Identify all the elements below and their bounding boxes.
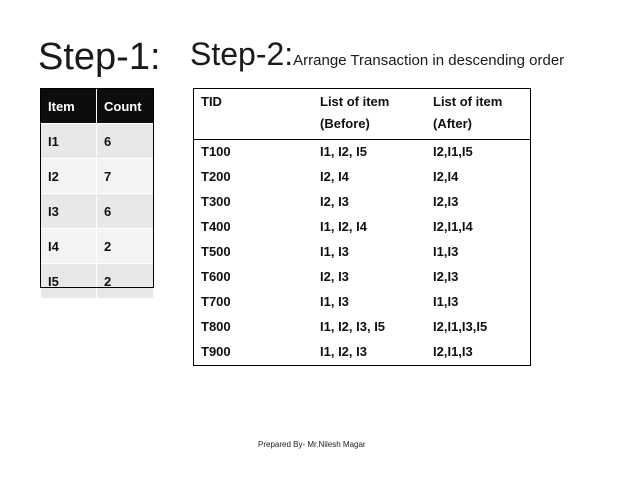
tid-cell: T200: [201, 169, 231, 184]
item-cell: I1: [41, 124, 97, 159]
step1-title: Step-1:: [38, 36, 161, 78]
before-cell: I1, I2, I5: [320, 144, 367, 159]
header-item: Item: [41, 89, 97, 124]
tid-cell: T300: [201, 194, 231, 209]
table-row: [41, 124, 154, 159]
header-after-line2: (After): [433, 116, 472, 131]
header-count: Count: [97, 89, 154, 124]
header-before-line2: (Before): [320, 116, 370, 131]
header-after-line1: List of item: [433, 94, 503, 109]
tid-cell: T800: [201, 319, 231, 334]
after-cell: I2,I1,I5: [433, 144, 473, 159]
step2-title: [190, 36, 564, 73]
transaction-table-header: [194, 89, 530, 140]
after-cell: I1,I3: [433, 294, 459, 309]
tid-cell: T700: [201, 294, 231, 309]
table-row: [41, 194, 154, 229]
table-row: [41, 229, 154, 264]
before-cell: I1, I3: [320, 244, 349, 259]
after-cell: I2,I3: [433, 269, 459, 284]
table-row: [41, 159, 154, 194]
before-cell: I2, I3: [320, 194, 349, 209]
item-cell: I5: [41, 264, 97, 299]
transaction-table: [193, 88, 531, 366]
before-cell: I1, I3: [320, 294, 349, 309]
count-cell: 2: [97, 264, 154, 299]
step2-subtitle: Arrange Transaction in descending order: [293, 52, 565, 69]
before-cell: I1, I2, I3, I5: [320, 319, 386, 334]
item-cell: I2: [41, 159, 97, 194]
before-cell: I2, I3: [320, 269, 349, 284]
count-cell: 6: [97, 194, 154, 229]
before-cell: I2, I4: [320, 169, 349, 184]
tid-cell: T500: [201, 244, 231, 259]
count-cell: 6: [97, 124, 154, 159]
table-row: [41, 264, 154, 299]
header-before-line1: List of item: [320, 94, 390, 109]
after-cell: I2,I1,I3,I5: [433, 319, 488, 334]
tid-cell: T100: [201, 144, 231, 159]
after-cell: I1,I3: [433, 244, 459, 259]
tid-cell: T900: [201, 344, 231, 359]
after-cell: I2,I1,I3: [433, 344, 473, 359]
count-cell: 7: [97, 159, 154, 194]
item-cell: I3: [41, 194, 97, 229]
step2-heading: Step-2:: [190, 36, 294, 72]
footer-credit: Prepared By- Mr.Nilesh Magar: [258, 440, 366, 449]
before-cell: I1, I2, I4: [320, 219, 367, 234]
before-cell: I1, I2, I3: [320, 344, 367, 359]
item-cell: I4: [41, 229, 97, 264]
header-tid: TID: [201, 94, 222, 109]
after-cell: I2,I1,I4: [433, 219, 473, 234]
after-cell: I2,I3: [433, 194, 459, 209]
item-count-table: [40, 88, 154, 299]
table-header-row: [41, 89, 154, 124]
tid-cell: T600: [201, 269, 231, 284]
tid-cell: T400: [201, 219, 231, 234]
count-cell: 2: [97, 229, 154, 264]
after-cell: I2,I4: [433, 169, 459, 184]
